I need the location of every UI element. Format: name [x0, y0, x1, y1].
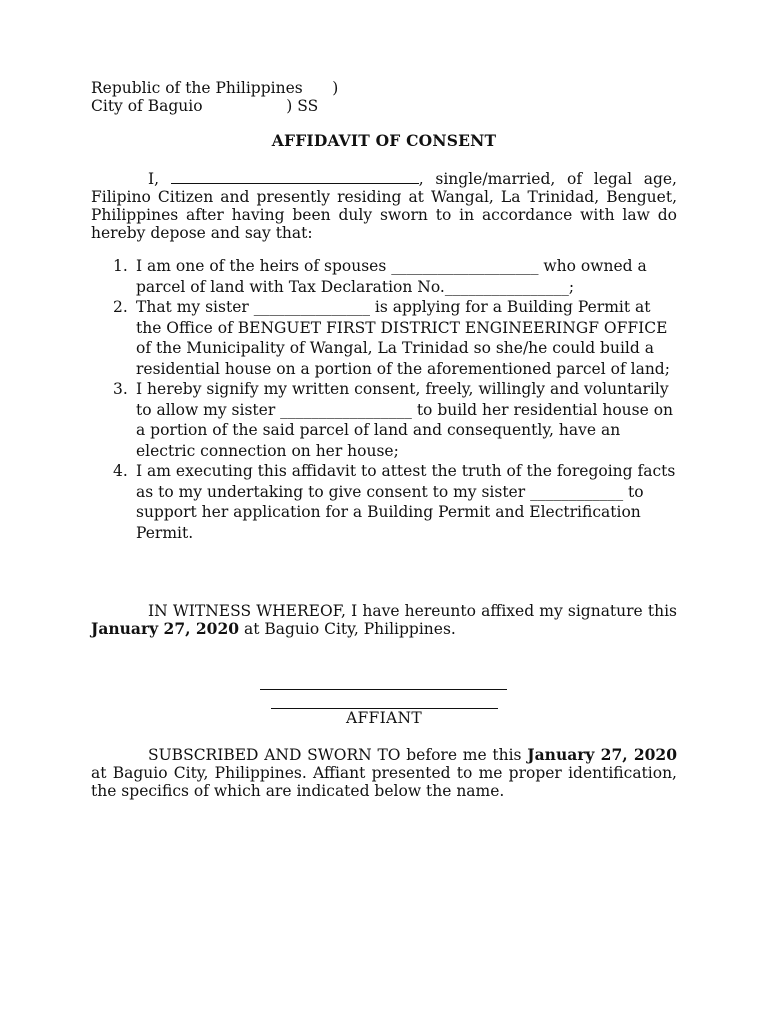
- jurat-pre: SUBSCRIBED AND SWORN TO before me this: [148, 746, 522, 764]
- venue-city: City of Baguio ) SS: [91, 97, 319, 115]
- venue-republic: Republic of the Philippines ): [91, 79, 339, 97]
- affiant-label: AFFIANT: [345, 709, 423, 727]
- list-item-text: I hereby signify my written consent, freely, willingly and voluntarily to allow my sister _________________ to build her residential house on a portion of the said parcel of land and consequently, have an electric connection on her house;: [136, 380, 674, 460]
- list-item: [91, 256, 677, 297]
- list-item-number: 3.: [113, 380, 128, 398]
- list-item: [91, 379, 677, 461]
- list-item-number: 4.: [113, 462, 128, 480]
- list-item-text: I am one of the heirs of spouses ___________________ who owned a parcel of land with Tax Declaration No.________________;: [136, 257, 647, 296]
- list-item-number: 1.: [113, 257, 128, 275]
- signature-line[interactable]: [260, 689, 507, 690]
- list-item: [91, 297, 677, 379]
- witness-pre: IN WITNESS WHEREOF, I have hereunto affixed my signature this: [148, 602, 677, 620]
- witness-date: January 27, 2020: [91, 619, 240, 638]
- jurat-post: at Baguio City, Philippines. Affiant presented to me proper identification, the specifics of which are indicated below the name.: [91, 764, 677, 800]
- intro-pre: I,: [148, 170, 160, 188]
- jurat-date: January 27, 2020: [527, 745, 678, 764]
- list-item: [91, 461, 677, 543]
- witness-post: at Baguio City, Philippines.: [243, 620, 456, 638]
- jurat-paragraph: [91, 746, 677, 800]
- list-item-text: That my sister _______________ is applying for a Building Permit at the Office of BENGUET FIRST DISTRICT ENGINEERINGF OFFICE of the Municipality of Wangal, La Trinidad so she/he could build a residential house on a portion of the aforementioned parcel of land;: [136, 298, 670, 378]
- document-title: AFFIDAVIT OF CONSENT: [271, 131, 497, 150]
- intro-post: , single/married, of legal age, Filipino Citizen and presently residing at Wangal, La Trinidad, Benguet, Philippines after having been duly sworn to in accordance with law do hereby depose and say that:: [91, 170, 677, 242]
- name-blank[interactable]: [171, 169, 419, 184]
- intro-paragraph: [91, 169, 677, 242]
- witness-paragraph: [91, 602, 677, 638]
- depositions-list: [91, 256, 677, 543]
- list-item-text: I am executing this affidavit to attest the truth of the foregoing facts as to my undertaking to give consent to my sister ____________ to support her application for a Building Permit and Electrification Permit.: [136, 462, 676, 542]
- list-item-number: 2.: [113, 298, 128, 316]
